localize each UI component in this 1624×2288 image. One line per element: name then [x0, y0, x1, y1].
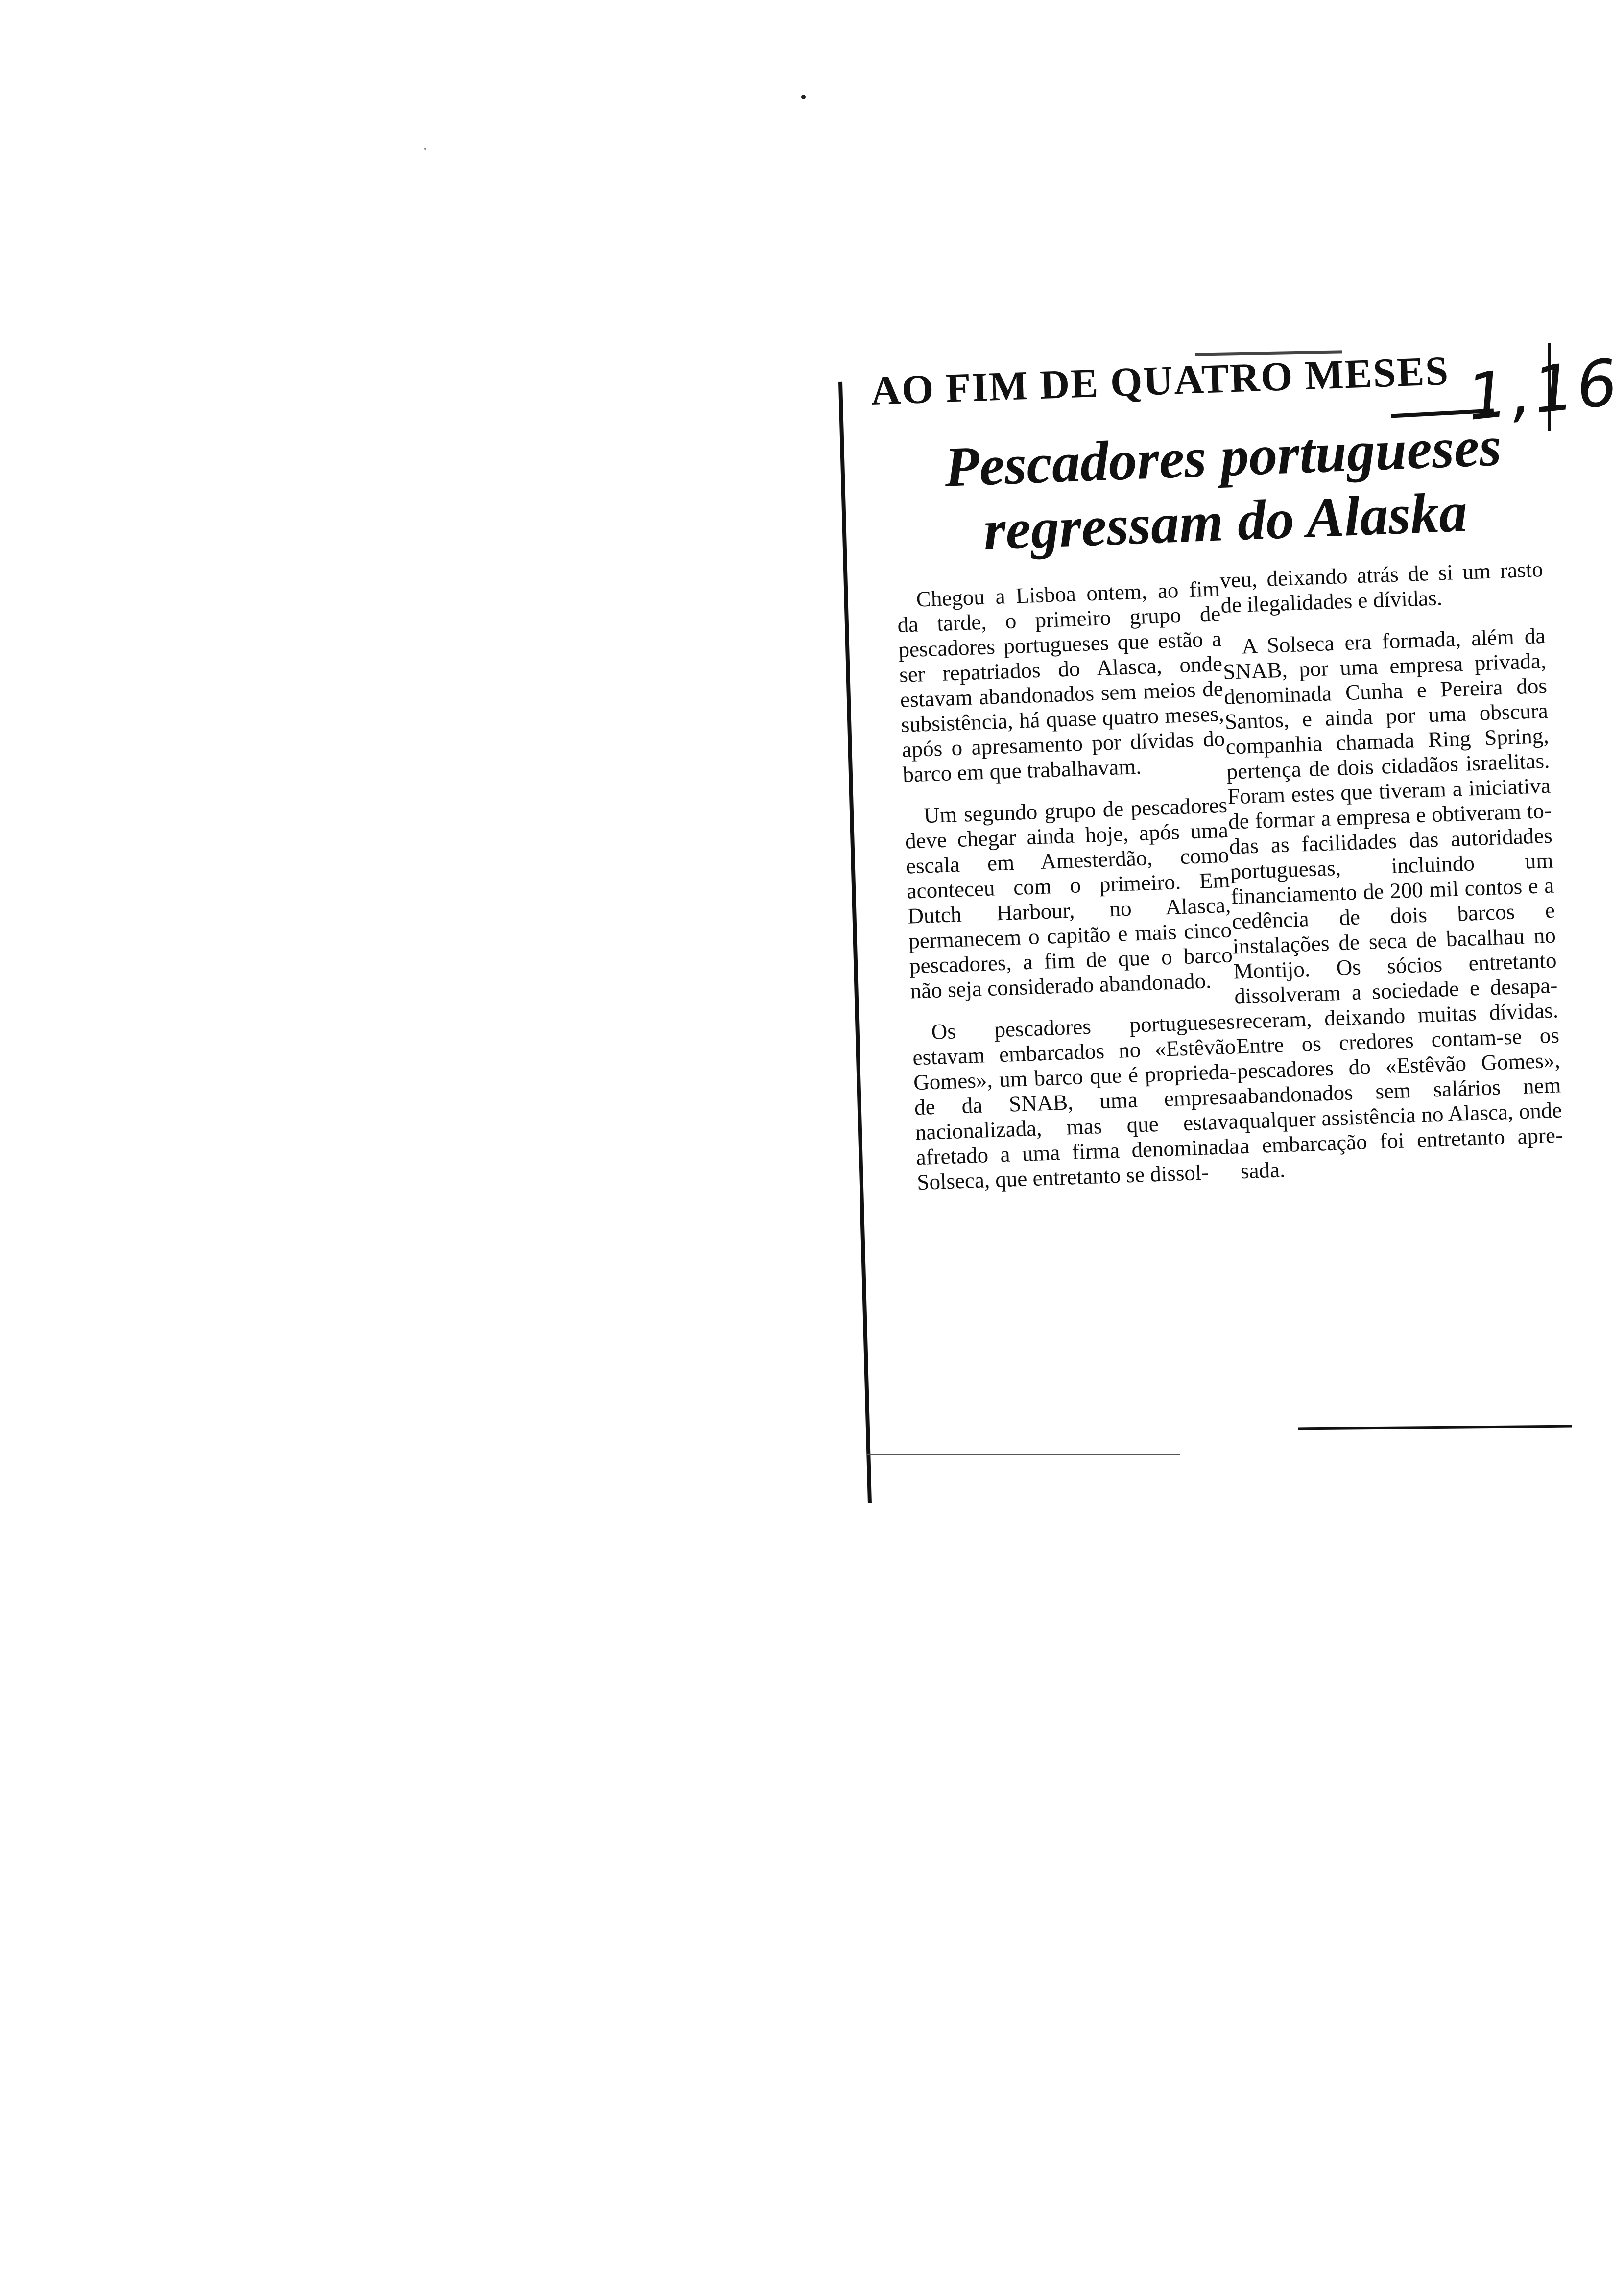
headline: Pescadores portugueses regressam do Alaska: [943, 415, 1503, 562]
bottom-rule-right: [1298, 1425, 1572, 1430]
column-right: [1219, 557, 1565, 1200]
paragraph: Os pescadores portugueses estavam embarcados no «Estêvão Gomes», um barco que é propriedade da SNAB, uma empresa nacionalizada, mas que estava afretado a uma firma denominada Solseca, que entretanto se dissol-: [912, 1009, 1240, 1195]
paragraph: Um segundo grupo de pescadores deve chegar ainda hoje, após uma escala em Amesterdão, como aconteceu com o primeiro. Em Dutch Harbour, no Alasca, permanecem o capitão e mais cinco pescadores, a fim de que o barco não seja considerado abandonado.: [905, 792, 1233, 1003]
bottom-rule-left: [867, 1454, 1180, 1455]
paragraph: veu, deixando atrás de si um rasto de ilegalidades e dívidas.: [1219, 556, 1544, 618]
paragraph: A Solseca era formada, além da SNAB, por uma empresa privada, denominada Cunha e Pereira dos Santos, e ainda por uma obscura companhia chamada Ring Spring, pertença de dois cidadãos israelitas. Foram estes que tiveram a iniciativa de formar a empresa e obtiveram todas as facilidades das autoridades portuguesas, incluindo um financiamento de 200 mil contos e a cedência de dois barcos e instalações de seca de bacalhau no Montijo. Os sócios entretanto dissolveram a sociedade e desapareceram, deixando muitas dívidas. Entre os credores contam-se os pescadores do «Estêvão Gomes», abandonados sem salários nem qualquer assistência no Alasca, onde a embarcação foi entretanto apresada.: [1222, 623, 1563, 1184]
paragraph: Chegou a Lisboa ontem, ao fim da tarde, o primeiro grupo de pescadores portugueses que estão a ser repatriados do Alasca, onde estavam abandonados sem meios de subsistência, há quase quatro meses, após o apresamento por dívidas do barco em que trabalhavam.: [897, 576, 1226, 787]
column-left: [896, 576, 1241, 1212]
handwritten-note: 1,16: [1463, 345, 1624, 435]
scan-speck: [424, 148, 426, 150]
newspaper-clipping: [833, 338, 1624, 1464]
left-border: [838, 382, 872, 1503]
kicker: AO FIM DE QUATRO MESES: [870, 348, 1450, 414]
scan-speck: [801, 95, 806, 99]
